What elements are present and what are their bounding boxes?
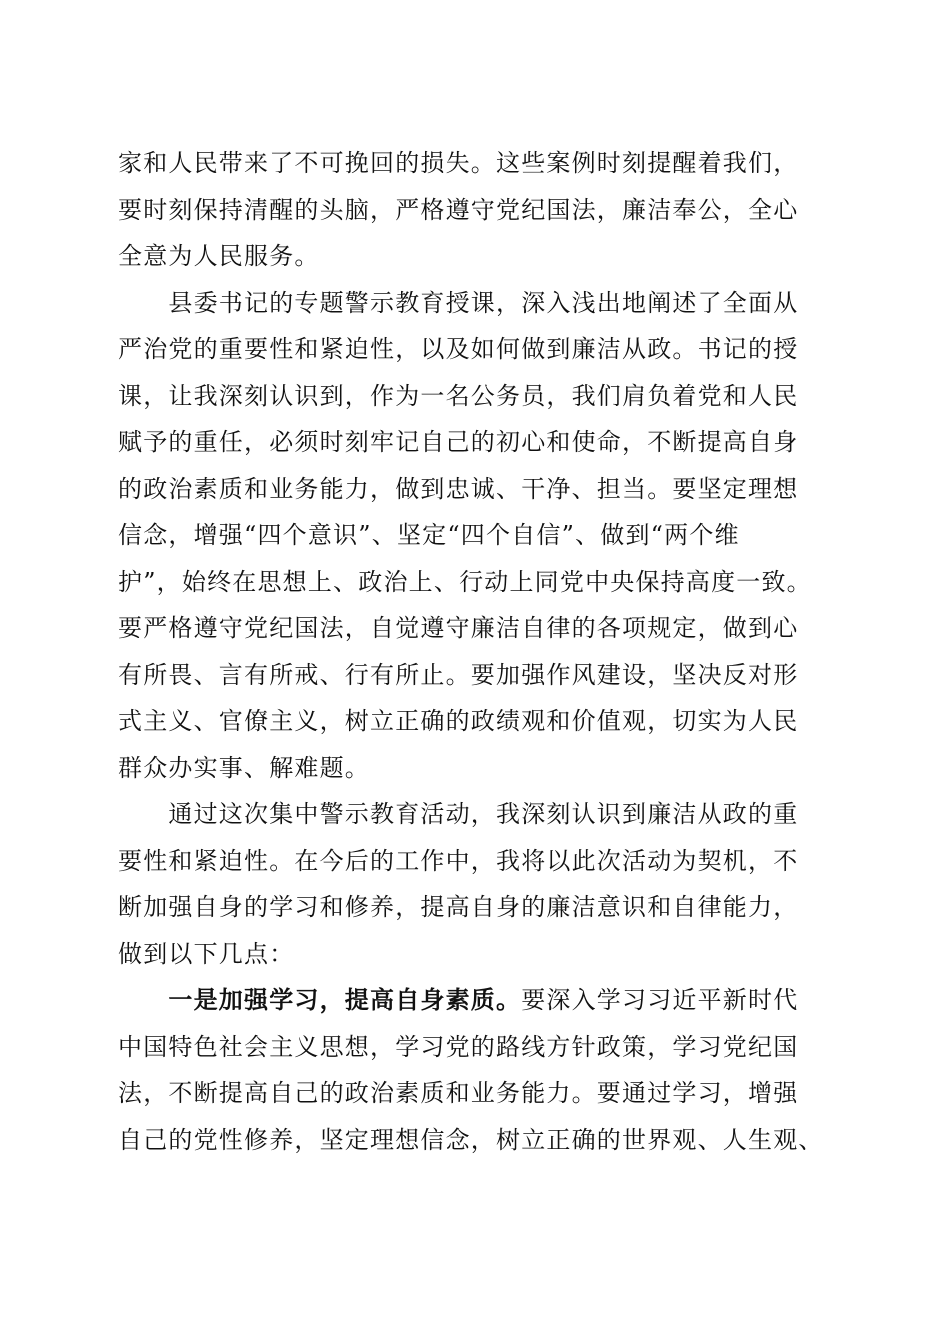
text-line: 要严格遵守党纪国法，自觉遵守廉洁自律的各项规定，做到心 [118, 614, 799, 642]
text-line: 做到以下几点： [118, 939, 295, 968]
text-line: 通过这次集中警示教育活动，我深刻认识到廉洁从政的重 [118, 800, 799, 828]
text-line: 群众办实事、解难题。 [118, 753, 370, 782]
text-line: 要性和紧迫性。在今后的工作中，我将以此次活动为契机，不 [118, 846, 799, 875]
text-line: 严治党的重要性和紧迫性，以及如何做到廉洁从政。书记的授 [118, 335, 799, 363]
text-line: 断加强自身的学习和修养，提高自身的廉洁意识和自律能力， [118, 893, 799, 921]
document-body [118, 140, 838, 1163]
text-line: 有所畏、言有所戒、行有所止。要加强作风建设，坚决反对形 [118, 660, 799, 689]
text-line: 中国特色社会主义思想，学习党的路线方针政策，学习党纪国 [118, 1032, 799, 1061]
text-line: 要时刻保持清醒的头脑，严格遵守党纪国法，廉洁奉公，全心 [118, 195, 799, 224]
text-line: 赋予的重任，必须时刻牢记自己的初心和使命，不断提高自身 [118, 428, 799, 456]
text-line: 课，让我深刻认识到，作为一名公务员，我们肩负着党和人民 [118, 381, 799, 410]
text-line: 全意为人民服务。 [118, 242, 320, 270]
text-line: 县委书记的专题警示教育授课，深入浅出地阐述了全面从 [118, 288, 799, 317]
text-line: 式主义、官僚主义，树立正确的政绩观和价值观，切实为人民 [118, 707, 799, 735]
text-line: 的政治素质和业务能力，做到忠诚、干净、担当。要坚定理想 [118, 474, 799, 503]
text-line: 法，不断提高自己的政治素质和业务能力。要通过学习，增强 [118, 1079, 799, 1107]
text-line: 护”，始终在思想上、政治上、行动上同党中央保持高度一致。 [118, 567, 812, 596]
point-text: 要深入学习习近平新时代 [521, 986, 799, 1014]
text-line-with-bold-heading [118, 977, 838, 1024]
bold-point-heading: 一是加强学习，提高自身素质。 [118, 985, 522, 1014]
text-line: 家和人民带来了不可挽回的损失。这些案例时刻提醒着我们， [118, 149, 799, 177]
text-line: 自己的党性修养，坚定理想信念，树立正确的世界观、人生观、 [118, 1125, 824, 1154]
text-line: 信念，增强“四个意识”、坚定“四个自信”、做到“两个维 [118, 521, 740, 549]
